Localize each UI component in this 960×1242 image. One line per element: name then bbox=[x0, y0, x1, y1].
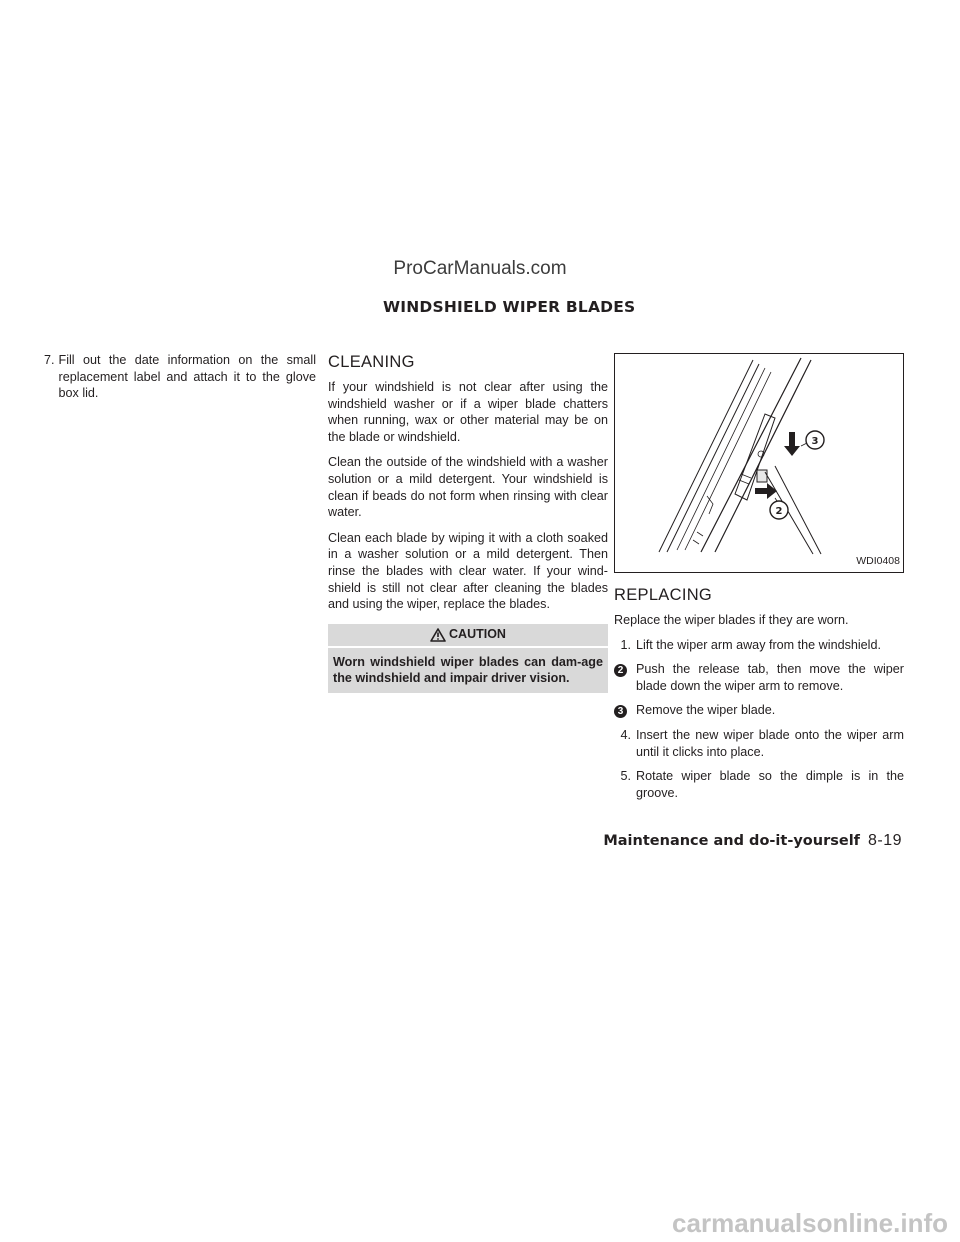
step-3 bbox=[614, 702, 904, 719]
step-2 bbox=[614, 661, 904, 694]
item-number: 7. bbox=[44, 353, 55, 367]
step-text: Remove the wiper blade. bbox=[636, 703, 776, 718]
step-5 bbox=[614, 768, 904, 801]
caution-box bbox=[328, 624, 608, 693]
step-4 bbox=[614, 727, 904, 760]
step-text: Insert the new wiper blade onto the wiper arm until it clicks into place. bbox=[636, 727, 904, 759]
column-right bbox=[614, 353, 904, 809]
replacing-heading: REPLACING bbox=[614, 586, 713, 604]
page-number: 8-19 bbox=[867, 832, 902, 849]
step-text: Push the release tab, then move the wiper blade down the wiper arm to remove. bbox=[636, 662, 904, 693]
wiper-blade-figure bbox=[614, 353, 904, 573]
column-left bbox=[44, 352, 316, 410]
footer-chapter: Maintenance and do-it-yourself bbox=[603, 833, 860, 849]
warning-triangle-icon bbox=[430, 628, 446, 642]
figure-code: WDI0408 bbox=[856, 555, 900, 568]
item-text: Fill out the date information on the small replacement label and attach it to the glove box lid. bbox=[58, 353, 316, 401]
watermark-bottom: carmanualsonline.info bbox=[672, 1208, 948, 1238]
page-footer bbox=[603, 832, 902, 850]
cleaning-paragraph-3: Clean each blade by wiping it with a cloth soaked in a washer solution or a mild detergent. Then rinse the blades with clear water. If your wind-shield is still not clear after cleaning the blades and using the wiper, replace the blades. bbox=[328, 530, 608, 612]
step-marker: 5. bbox=[620, 769, 631, 784]
cleaning-heading: CLEANING bbox=[328, 353, 415, 371]
callout-3-label: 3 bbox=[811, 436, 819, 447]
circled-number: 2 bbox=[614, 664, 627, 677]
step-marker bbox=[614, 661, 636, 694]
list-item-7 bbox=[44, 352, 316, 402]
caution-header bbox=[328, 624, 608, 648]
step-text: Lift the wiper arm away from the windshield. bbox=[636, 637, 881, 652]
column-middle bbox=[328, 352, 608, 693]
watermark-top: ProCarManuals.com bbox=[393, 258, 567, 279]
caution-text: Worn windshield wiper blades can dam-age the windshield and impair driver vision. bbox=[333, 654, 603, 685]
section-title: WINDSHIELD WIPER BLADES bbox=[383, 298, 636, 316]
step-1 bbox=[614, 637, 904, 654]
step-marker: 1. bbox=[620, 637, 631, 652]
callout-2-label: 2 bbox=[775, 506, 783, 517]
step-marker: 4. bbox=[620, 727, 631, 742]
replacing-intro: Replace the wiper blades if they are worn. bbox=[614, 613, 849, 627]
circled-number: 3 bbox=[614, 705, 627, 718]
wiper-illustration bbox=[615, 354, 903, 572]
step-marker bbox=[614, 702, 636, 719]
cleaning-paragraph-2: Clean the outside of the windshield with a washer solution or a mild detergent. Your windshield is clean if beads do not form when rinsing with clear water. bbox=[328, 455, 608, 520]
cleaning-paragraph-1: If your windshield is not clear after using the windshield washer or if a wiper blade chatters when running, wax or other material may be on the blade or windshield. bbox=[328, 380, 608, 444]
caution-label: CAUTION bbox=[449, 627, 506, 642]
step-text: Rotate wiper blade so the dimple is in the groove. bbox=[636, 769, 904, 800]
